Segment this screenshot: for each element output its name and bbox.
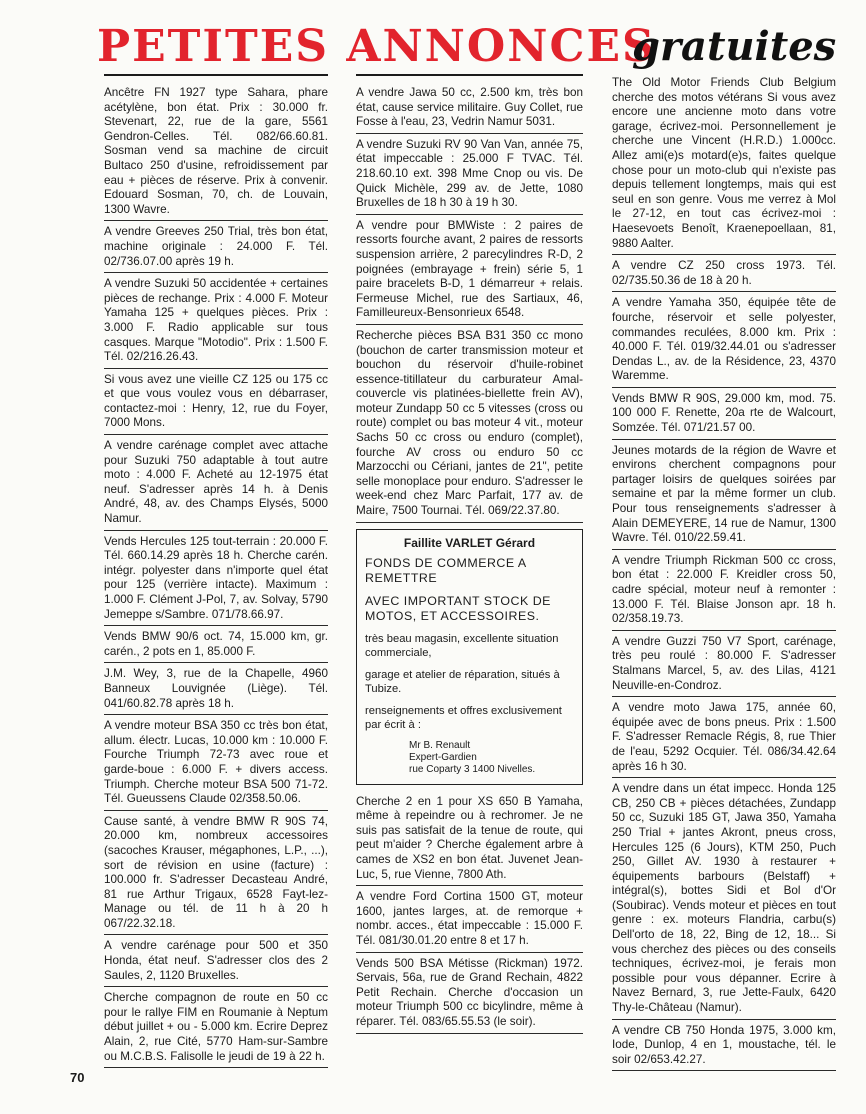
classified-ad: A vendre Triumph Rickman 500 cc cross, bon état : 22.000 F. Kreidler cross 50, cadre spécial, moteur neuf à remonter : 13.000 F. Tél. Blaise Jonson apr. 18 h. 02/358.19.73. [612,552,836,631]
faillite-text: très beau magasin, excellente situation commerciale, [365,632,559,659]
classified-ad: A vendre carénage complet avec attache pour Suzuki 750 adaptable à tout autre moto : 4.000 F. Acheté au 12-1975 état neuf. S'adresser après 14 h. à Denis André, 48, av. des Champs Elysés, 5000 Namur. [104,437,328,531]
faillite-box [356,529,583,785]
faillite-contact: Mr B. Renault [409,739,471,751]
classified-ad: A vendre pour BMWiste : 2 paires de ressorts fourche avant, 2 paires de ressorts suspension arrière, 2 parecylindres R-D, 2 poignées (embrayage + frein) série 5, 1 paire bracelets B-D, 1 démarreur + relais. Fermeuse Michel, rue des Sartiaux, 46, Familleureux-Bensonrieux 6548. [356,217,583,325]
faillite-contact: rue Coparty 3 1400 Nivelles. [409,763,536,775]
column-rule [356,74,583,76]
faillite-contact: Expert-Gardien [409,751,477,763]
classified-ad: Vends BMW 90/6 oct. 74, 15.000 km, gr. carén., 2 pots en 1, 85.000 F. [104,628,328,663]
classified-ad: A vendre Suzuki RV 90 Van Van, année 75, état impeccable : 25.000 F TVAC. Tél. 218.60.10 ext. 398 Mme Cnop ou vis. De Quick Michèle, 299 av. de Jette, 1080 Bruxelles de 18 h 30 à 19 h 30. [356,136,583,215]
faillite-text: garage et atelier de réparation, situés à Tubize. [365,668,560,695]
classified-ad: Vends BMW R 90S, 29.000 km, mod. 75. 100 000 F. Renette, 20a rte de Walcourt, Somzée. Tél. 071/21.57 00. [612,390,836,440]
classified-ad: A vendre Greeves 250 Trial, très bon état, machine originale : 24.000 F. Tél. 02/736.07.00 après 19 h. [104,223,328,273]
classified-ad: Cherche compagnon de route en 50 cc pour le rallye FIM en Roumanie à Neptum début juillet + ou - 5.000 km. Ecrire Deprez Alain, 2, rue Cité, 5770 Ham-sur-Sambre ou M.C.B.S. Falisolle le jeudi de 19 à 22 h. [104,989,328,1068]
classified-ad: Cause santé, à vendre BMW R 90S 74, 20.000 km, nombreux accessoires (sacoches Krauser, mégaphones, L.P., ...), sort de révision en usine (facture) : 100.000 fr. S'adresser Decasteau André, 81 rue Arthur Trigaux, 6528 Fayt-lez-Manage ou tél. de 11 h à 20 h 067/22.32.18. [104,813,328,936]
classified-ad: A vendre Guzzi 750 V7 Sport, carénage, très peu roulé : 80.000 F. S'adresser Stalmans Marcel, 5, av. des Lilas, 4121 Neuville-en-Condroz. [612,633,836,697]
classified-ad: Ancêtre FN 1927 type Sahara, phare acétylène, bon état. Prix : 30.000 fr. Stevenart, 22, rue de la gare, 5561 Gendron-Celles. Tél. 082/66.60.81. Sosman vend sa machine de circuit Bultaco 250 d'usine, refroidissement par eau + pièces de réserve. Prix à convenir. Edouard Sosman, 70, ch. de Louvain, 1300 Wavre. [104,84,328,221]
classified-ad: The Old Motor Friends Club Belgium cherche des motos vétérans Si vous avez encore une ancienne moto dans votre garage, écrivez-moi. Personnellement je cherche une Vincent (H.R.D.) 1.000cc. Allez ami(e)s motard(e)s, faites quelque chose pour un moto-club qui n'existe pas depuis tellement longtemps, mais qui est seul en son genre. Vous me verrez à Mol le 27-12, en tout cas écrivez-moi : Haesevoets Benoît, Kraenepoellaan, 81, 9880 Aalter. [612,74,836,255]
classified-ad: Cherche 2 en 1 pour XS 650 B Yamaha, même à repeindre ou à rechromer. Je ne suis pas satisfait de la tenue de route, qui peut m'aider ? Cherche également arbre à cames de XS2 en bon état. Juvenet Jean-Luc, 5, rue Vienne, 7800 Ath. [356,793,583,887]
classified-ad: Si vous avez une vieille CZ 125 ou 175 cc et que vous voulez vous en débarraser, contactez-moi : Henry, 12, rue du Foyer, 7000 Mons. [104,371,328,435]
column-rule [104,74,328,76]
classified-ad: A vendre CZ 250 cross 1973. Tél. 02/735.50.36 de 18 à 20 h. [612,257,836,292]
classified-ad: Vends Hercules 125 tout-terrain : 20.000 F. Tél. 660.14.29 après 18 h. Cherche carén. intégr. polyester dans n'importe quel état pour 125 (verrière intacte). Maximum : 1.000 F. Clément J-Pol, 7, av. Solvay, 5790 Jemeppe s/Sambre. 071/78.66.97. [104,533,328,627]
column-1 [104,74,328,1070]
page-number: 70 [70,1070,85,1085]
classified-ad: A vendre Suzuki 50 accidentée + certaines pièces de rechange. Prix : 4.000 F. Moteur Yamaha 125 + quelques pièces. Prix : 3.000 F. Radio applicable sur tous casques. Marque "Motodio". Prix : 1.500 F. Tél. 02/216.26.43. [104,275,328,369]
classified-ad: A vendre moteur BSA 350 cc très bon état, allum. électr. Lucas, 10.000 km : 10.000 F. Fourche Triumph 72-73 avec roue et garde-boue : 6.000 F. + divers access. Triumph. Cherche moteur BSA 500 71-72. Tél. Gueussens Claude 02/358.50.06. [104,717,328,811]
column-3 [612,74,836,1073]
page-subtitle: gratuites [632,23,837,70]
faillite-title: Faillite VARLET Gérard [403,535,536,550]
classified-ad: A vendre Yamaha 350, équipée tête de fourche, réservoir et selle polyester, commandes reculées, 8.000 km. Prix : 40.000 F. Tél. 019/32.44.01 ou s'adresser Dendas L., av. de la Résidence, 23, 4370 Waremme. [612,294,836,388]
classified-ad: J.M. Wey, 3, rue de la Chapelle, 4960 Banneux Louvignée (Liège). Tél. 041/60.82.78 après 18 h. [104,665,328,715]
classified-ad: Recherche pièces BSA B31 350 cc mono (bouchon de carter transmission moteur et bouchon du réservoir d'huile-robinet essence-titillateur du carburateur Amal-couvercle vis platinées-biellette frein AV), moteur Zundapp 50 cc 5 vitesses (cross ou route) complet ou bas moteur 4 vit., moteur Sachs 50 cc cross ou enduro (complet), fourche AV cross ou enduro 50 cc Marzocchi ou Cériani, jantes de 21", petite selle monoplace pour enduro. S'adresser le week-end chez Marc Parfait, 177 av. de Maire, 7500 Tournai. Tél. 069/22.37.80. [356,327,583,523]
classified-ad: A vendre dans un état impecc. Honda 125 CB, 250 CB + pièces détachées, Zundapp 50 cc, Suzuki 185 GT, Jawa 350, Yamaha 250 Trial + jantes Akront, pneus cross, Hercules 125 (6 Jours), KTM 250, Puch 250, Gillet AV. 1930 à restaurer + équipements barbours (Belstaff) + intégral(s), bottes Sidi et Bol d'Or (Soubirac). Vends moteur et pièces en tout genre : ex. moteurs Flandria, carbu(s) Dell'orto de 18, 22, Bing de 12, 18... Si vous cherchez des pièces ou des conseils techniques, écrivez-moi, je ferais mon possible pour vous dépanner. Ecrire à Navez Bernard, 3, rue Jette-Faulx, 6420 Thy-le-Château (Namur). [612,780,836,1020]
classified-ad: A vendre carénage pour 500 et 350 Honda, état neuf. S'adresser clos des 2 Saules, 2, 1120 Bruxelles. [104,937,328,987]
classified-ad: A vendre Ford Cortina 1500 GT, moteur 1600, jantes larges, at. de remorque + nombr. acces., état impeccable : 15.000 F. Tél. 081/30.01.20 entre 8 et 17 h. [356,888,583,952]
classified-ad: A vendre CB 750 Honda 1975, 3.000 km, Iode, Dunlop, 4 en 1, moustache, tél. le soir 02/653.42.27. [612,1022,836,1072]
faillite-text: renseignements et offres exclusivement par écrit à : [365,704,562,731]
classified-ad: Jeunes motards de la région de Wavre et environs cherchent compagnons pour partager loisirs de quelques soirées par semaine et par la même former un club. Pour tous renseignements s'adresser à Alain DEMEYERE, 14 rue de Namur, 1300 Wavre. Tél. 010/22.59.41. [612,442,836,550]
classified-ad: Vends 500 BSA Métisse (Rickman) 1972. Servais, 56a, rue de Grand Rechain, 4822 Petit Rechain. Cherche d'occasion un moteur Triumph 500 cc bicylindre, même à réparer. Tél. 083/65.55.53 (le soir). [356,955,583,1034]
faillite-headline: AVEC IMPORTANT STOCK DE MOTOS, ET ACCESSOIRES. [365,593,551,623]
faillite-headline: FONDS DE COMMERCE A REMETTRE [365,555,526,585]
classified-ad: A vendre moto Jawa 175, année 60, équipée avec de bons pneus. Prix : 1.500 F. S'adresser Remacle Régis, 8, rue Thier de l'eau, 5292 Ocquier. Tél. 086/34.42.64 après 16 h 30. [612,699,836,778]
classified-ad: A vendre Jawa 50 cc, 2.500 km, très bon état, cause service militaire. Guy Collet, rue Fosse à l'eau, 23, Vedrin Namur 5031. [356,84,583,134]
column-2 [356,74,583,1036]
page-title: PETITES ANNONCES [97,21,656,72]
